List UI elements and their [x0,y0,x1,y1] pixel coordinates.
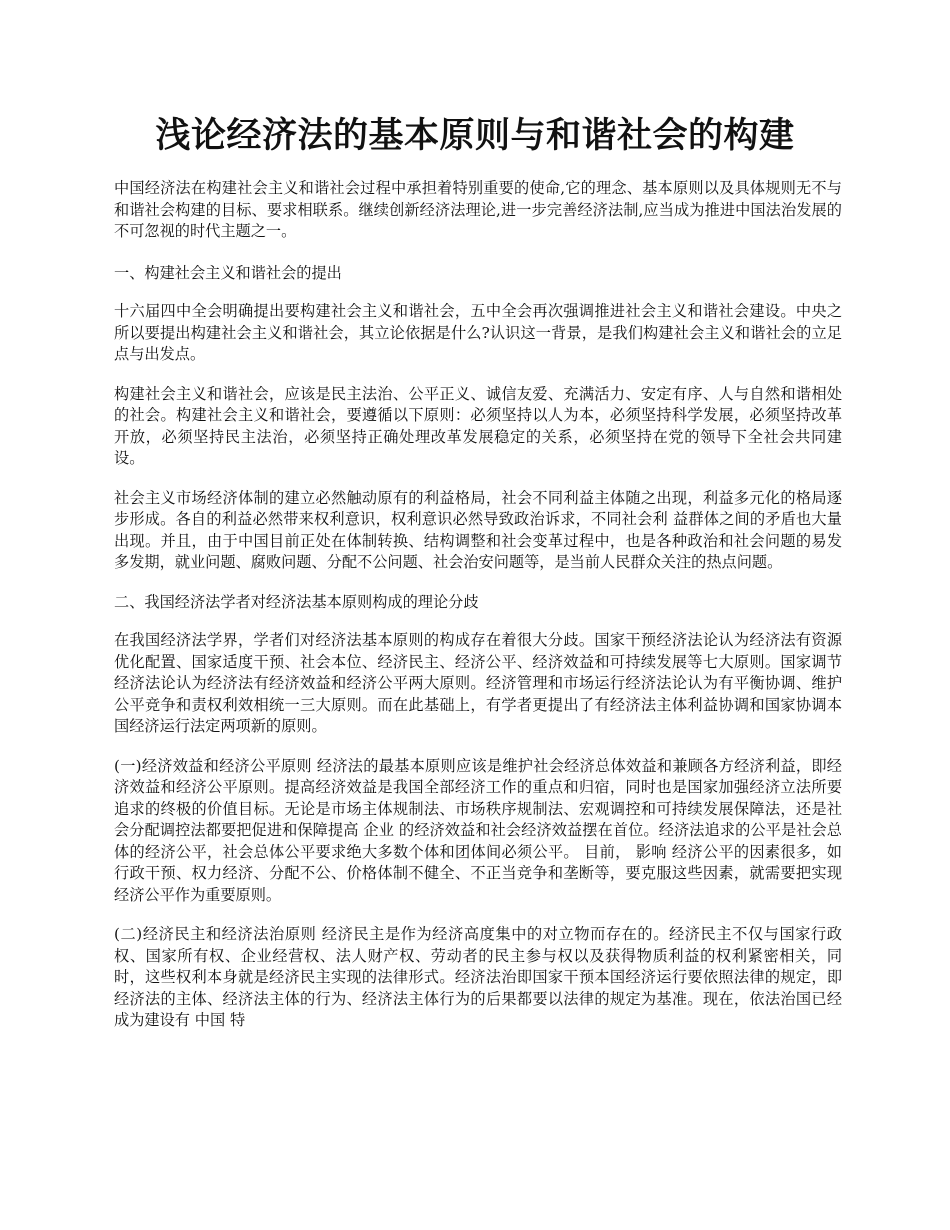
document-title: 浅论经济法的基本原则与和谐社会的构建 [155,115,795,156]
body-paragraph-3: 社会主义市场经济体制的建立必然触动原有的利益格局，社会不同利益主体随之出现，利益多元化的格局逐步形成。各自的利益必然带来权利意识，权利意识必然导致政治诉求，不同社会利 益群体之间的矛盾也大量出现。并且，由于中国目前正处在体制转换、结构调整和社会变革过程中，也是各种政治和社会问题的易发多发期，就业问题、腐败问题、分配不公问题、社会治安问题等，是当前人民群众关注的热点问题。 [114,488,842,571]
section-heading-1: 一、构建社会主义和谐社会的提出 [114,263,342,282]
body-paragraph-5: (一)经济效益和经济公平原则 经济法的最基本原则应该是维护社会经济总体效益和兼顾各方经济利益，即经济效益和经济公平原则。提高经济效益是我国全部经济工作的重点和归宿，同时也是国家加强经济立法所要追求的终极的价值目标。无论是市场主体规制法、市场秩序规制法、宏观调控和可持续发展保障法，还是社会分配调控法都要把促进和保障提高 企业 的经济效益和社会经济效益摆在首位。经济法追求的公平是社会总体的经济公平，社会总体公平要求绝大多数个体和团体间必须公平。 目前， 影响 经济公平的因素很多，如行政干预、权力经济、分配不公、价格体制不健全、不正当竞争和垄断等，要克服这些因素，就需要把实现经济公平作为重要原则。 [114,756,842,904]
body-paragraph-1: 十六届四中全会明确提出要构建社会主义和谐社会，五中全会再次强调推进社会主义和谐社会建设。中央之所以要提出构建社会主义和谐社会，其立论依据是什么?认识这一背景，是我们构建社会主义和谐社会的立足点与出发点。 [114,302,842,363]
body-paragraph-6: (二)经济民主和经济法治原则 经济民主是作为经济高度集中的对立物而存在的。经济民主不仅与国家行政权、国家所有权、企业经营权、法人财产权、劳动者的民主参与权以及获得物质利益的权利紧密相关，同时，这些权利本身就是经济民主实现的法律形式。经济法治即国家干预本国经济运行要依照法律的规定，即经济法的主体、经济法主体的行为、经济法主体行为的后果都要以法律的规定为基准。现在，依法治国已经成为建设有 中国 特 [114,925,842,1029]
document-body [114,178,842,1050]
section-heading-2: 二、我国经济法学者对经济法基本原则构成的理论分歧 [114,592,479,611]
intro-paragraph: 中国经济法在构建社会主义和谐社会过程中承担着特别重要的使命,它的理念、基本原则以及具体规则无不与和谐社会构建的目标、要求相联系。继续创新经济法理论,进一步完善经济法制,应当成为推进中国法治发展的不可忽视的时代主题之一。 [114,179,842,240]
body-paragraph-4: 在我国经济法学界，学者们对经济法基本原则的构成存在着很大分歧。国家干预经济法论认为经济法有资源优化配置、国家适度干预、社会本位、经济民主、经济公平、经济效益和可持续发展等七大原则。国家调节经济法论认为经济法有经济效益和经济公平两大原则。经济管理和市场运行经济法论认为有平衡协调、维护公平竞争和责权利效相统一三大原则。而在此基础上，有学者更提出了有经济法主体利益协调和国家协调本国经济运行法定两项新的原则。 [114,631,842,735]
body-paragraph-2: 构建社会主义和谐社会，应该是民主法治、公平正义、诚信友爱、充满活力、安定有序、人与自然和谐相处的社会。构建社会主义和谐社会，要遵循以下原则：必须坚持以人为本，必须坚持科学发展，必须坚持改革开放，必须坚持民主法治，必须坚持正确处理改革发展稳定的关系，必须坚持在党的领导下全社会共同建设。 [114,384,842,467]
